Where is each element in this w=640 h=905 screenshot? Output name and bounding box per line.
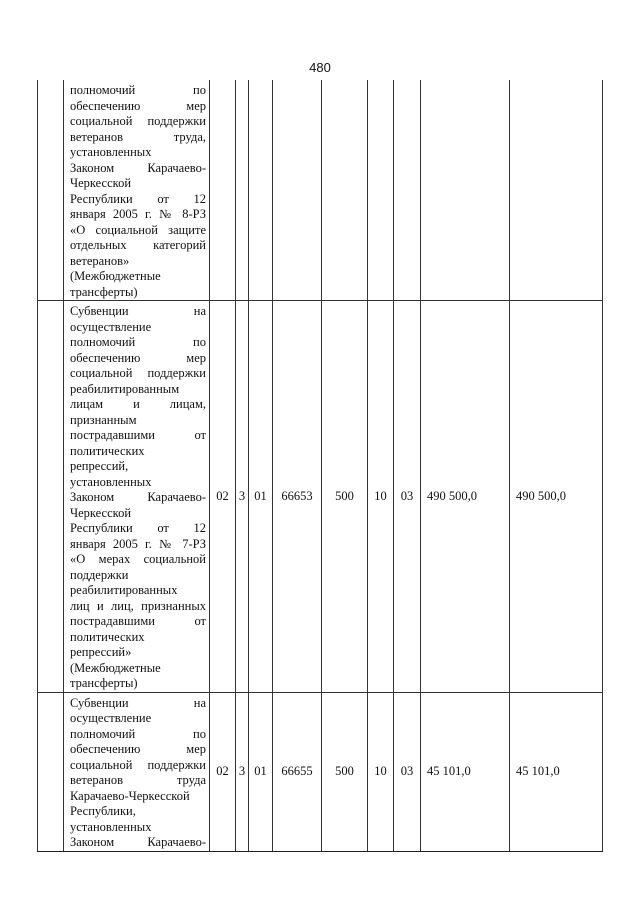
description-line: Субвенции на: [70, 695, 206, 710]
table-row: [38, 692, 603, 851]
description-line: установленных: [70, 819, 152, 834]
code-cell-c2: [236, 80, 249, 301]
description-line: Законом Карачаево-: [70, 835, 206, 849]
code-cell-c1: 02: [210, 301, 236, 693]
amount2-cell: [510, 80, 603, 301]
code-cell-c6: 10: [368, 692, 394, 851]
description-line: полномочий по: [70, 335, 206, 349]
description-line: социальной поддержки: [70, 114, 206, 128]
description-line: социальной поддержки: [70, 757, 206, 772]
row-number-cell: [38, 692, 64, 851]
description-line: Черкесской: [70, 176, 132, 190]
description-line: пострадавшими от: [70, 428, 206, 442]
description-line: репрессий»: [70, 645, 132, 659]
description-line: Республики от 12: [70, 191, 206, 206]
description-line: политических: [70, 443, 145, 458]
description-line: ветеранов труда,: [70, 129, 206, 144]
amount1-cell: 490 500,0: [421, 301, 510, 693]
code-cell-c6: 10: [368, 301, 394, 693]
description-line: отдельных категорий: [70, 238, 206, 252]
description-line: осуществление: [70, 711, 152, 725]
description-line: социальной поддержки: [70, 366, 206, 380]
description-line: «О социальной защите: [70, 222, 206, 237]
description-line: осуществление: [70, 319, 152, 334]
code-cell-c5: [322, 80, 368, 301]
description-cell: [64, 80, 210, 301]
description-line: января 2005 г. № 8-РЗ: [70, 207, 206, 221]
row-number-cell: [38, 80, 64, 301]
description-line: обеспечению мер: [70, 742, 206, 756]
description-line: обеспечению мер: [70, 98, 206, 113]
code-cell-c2: 3: [236, 301, 249, 693]
description-line: ветеранов»: [70, 253, 130, 268]
description-line: (Межбюджетные: [70, 660, 161, 675]
description-line: Черкесской: [70, 505, 132, 520]
description-line: трансферты): [70, 676, 138, 690]
code-cell-c6: [368, 80, 394, 301]
amount2-cell: 45 101,0: [510, 692, 603, 851]
description-line: Субвенции на: [70, 304, 206, 318]
description-line: лиц и лиц, признанных: [70, 598, 206, 613]
description-line: Законом Карачаево-: [70, 160, 206, 175]
table-row: [38, 80, 603, 301]
description-cell: [64, 301, 210, 693]
row-number-cell: [38, 301, 64, 693]
description-line: января 2005 г. № 7-РЗ: [70, 536, 206, 551]
description-cell: [64, 692, 210, 851]
description-line: Республики,: [70, 804, 136, 818]
description-line: реабилитированным: [70, 381, 180, 396]
description-line: трансферты): [70, 284, 138, 299]
amount1-cell: 45 101,0: [421, 692, 510, 851]
table-body: [38, 80, 603, 851]
description-line: репрессий,: [70, 459, 129, 473]
description-line: поддержки: [70, 567, 129, 582]
code-cell-c5: 500: [322, 692, 368, 851]
description-line: лицам и лицам,: [70, 397, 206, 411]
code-cell-c1: 02: [210, 692, 236, 851]
description-line: Карачаево-Черкесской: [70, 788, 190, 803]
code-cell-c4: [273, 80, 322, 301]
code-cell-c3: [249, 80, 273, 301]
code-cell-c4: 66655: [273, 692, 322, 851]
amount1-cell: [421, 80, 510, 301]
description-line: (Межбюджетные: [70, 269, 161, 283]
page-number: 480: [309, 60, 331, 75]
code-cell-c3: 01: [249, 692, 273, 851]
code-cell-c2: 3: [236, 692, 249, 851]
code-cell-c5: 500: [322, 301, 368, 693]
description-line: ветеранов труда: [70, 773, 206, 787]
code-cell-c3: 01: [249, 301, 273, 693]
code-cell-c7: 03: [394, 301, 421, 693]
budget-table: [37, 80, 603, 852]
description-line: Законом Карачаево-: [70, 490, 206, 504]
description-line: обеспечению мер: [70, 350, 206, 365]
code-cell-c1: [210, 80, 236, 301]
code-cell-c7: [394, 80, 421, 301]
description-line: пострадавшими от: [70, 614, 206, 628]
description-line: Республики от 12: [70, 521, 206, 535]
description-line: политических: [70, 629, 145, 644]
description-line: полномочий по: [70, 83, 206, 97]
description-line: «О мерах социальной: [70, 552, 206, 566]
table-row: [38, 301, 603, 693]
description-line: реабилитированных: [70, 583, 178, 597]
description-line: установленных: [70, 145, 152, 159]
description-line: полномочий по: [70, 726, 206, 741]
amount2-cell: 490 500,0: [510, 301, 603, 693]
code-cell-c7: 03: [394, 692, 421, 851]
description-line: установленных: [70, 474, 152, 489]
code-cell-c4: 66653: [273, 301, 322, 693]
description-line: признанным: [70, 412, 137, 427]
